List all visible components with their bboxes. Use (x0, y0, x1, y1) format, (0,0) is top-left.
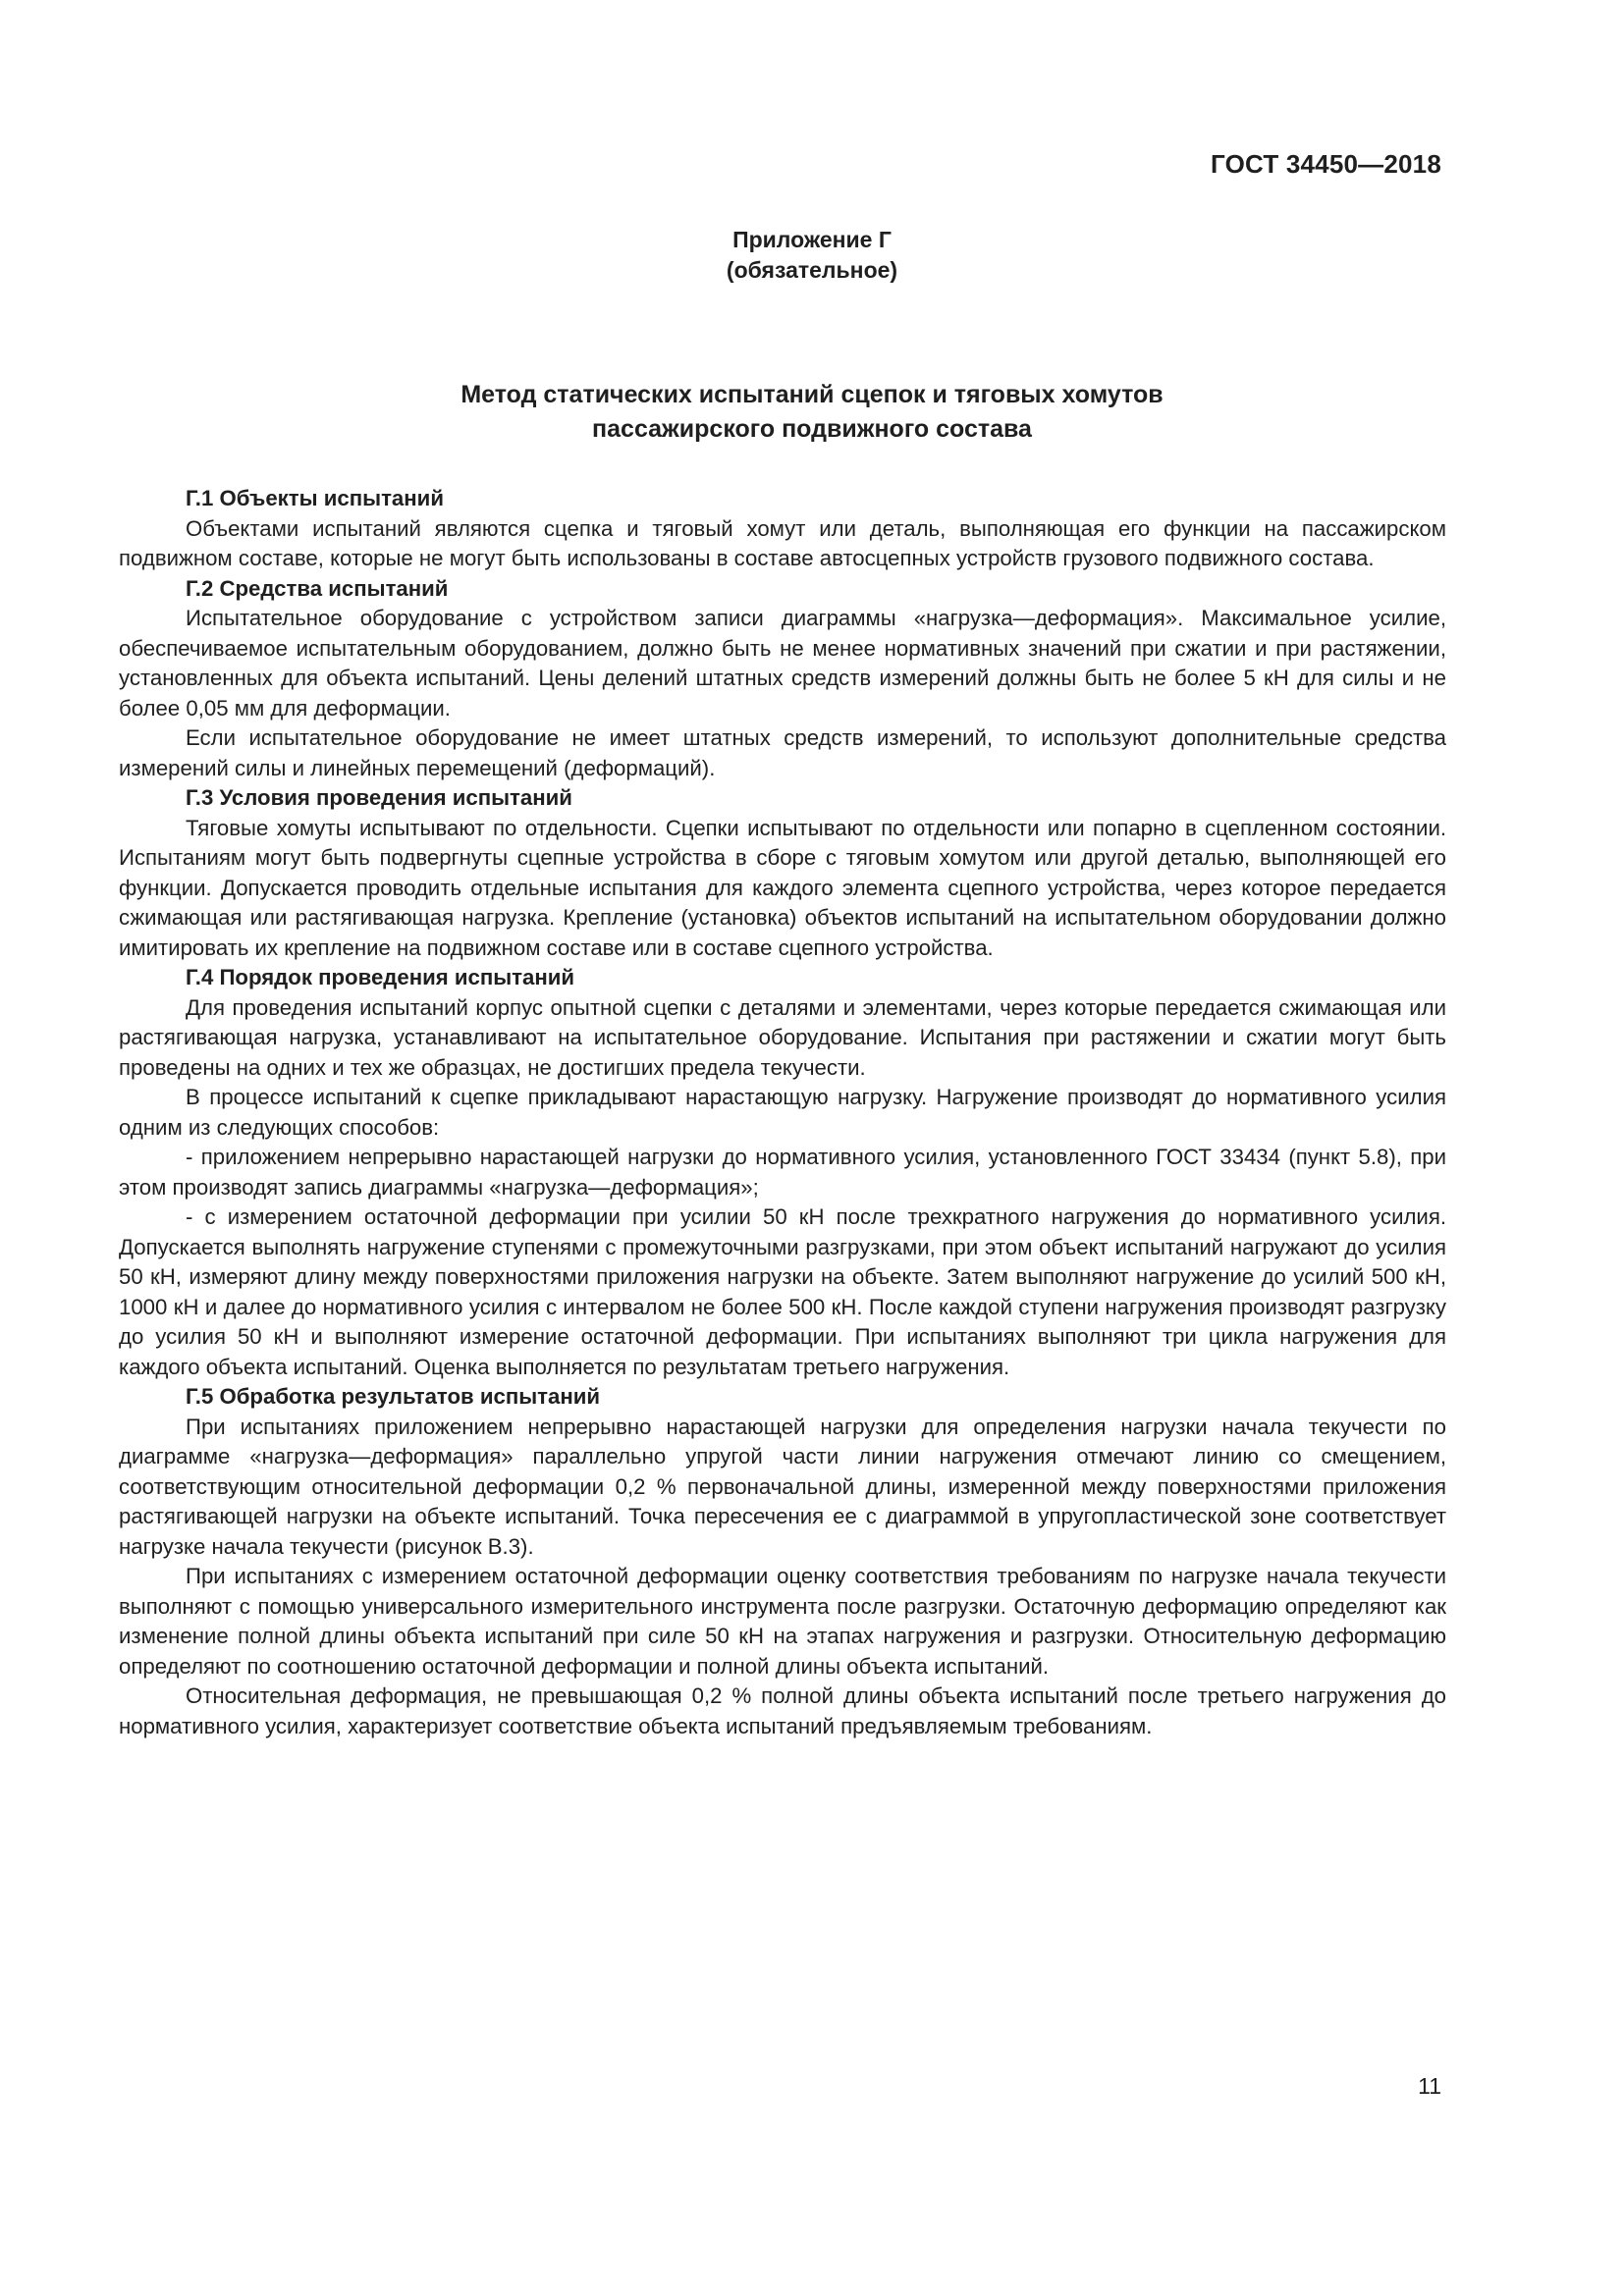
appendix-label: Приложение Г (732, 227, 892, 252)
section-g3 (119, 783, 1446, 963)
paragraph: При испытаниях приложением непрерывно нарастающей нагрузки для определения нагрузки начала текучести по диаграмме «нагрузка—деформация» параллельно упругой части линии нагружения отмечают линию со смещением, соответствующим относительной деформации 0,2 % первоначальной длины, измеренной между поверхностями приложения растягивающей нагрузки на объекте испытаний. Точка пересечения ее с диаграммой в упругопластической зоне соответствует нагрузке начала текучести (рисунок В.3). (119, 1414, 1446, 1559)
appendix-heading (0, 225, 1624, 286)
paragraph: Тяговые хомуты испытывают по отдельности. Сцепки испытывают по отдельности или попарно в сцепленном состоянии. Испытаниям могут быть подвергнуты сцепные устройства в сборе с тяговым хомутом или другой деталью, выполняющей его функции. Допускается проводить отдельные испытания для каждого элемента сцепного устройства, через которое передается сжимающая или растягивающая нагрузка. Крепление (установка) объектов испытаний на испытательном оборудовании должно имитировать их крепление на подвижном составе или в составе сцепного устройства. (119, 815, 1446, 960)
section-g5 (119, 1382, 1446, 1741)
paragraph: Относительная деформация, не превышающая 0,2 % полной длины объекта испытаний после третьего нагружения до нормативного усилия, характеризует соответствие объекта испытаний предъявляемым требованиям. (119, 1683, 1446, 1738)
appendix-status: (обязательное) (726, 257, 898, 283)
paragraph: Если испытательное оборудование не имеет штатных средств измерений, то используют дополнительные средства измерений силы и линейных перемещений (деформаций). (119, 725, 1446, 780)
section-title: Г.3 Условия проведения испытаний (186, 785, 572, 810)
section-g1 (119, 484, 1446, 574)
section-g4 (119, 963, 1446, 1382)
section-g2 (119, 574, 1446, 784)
section-title: Г.5 Обработка результатов испытаний (186, 1384, 601, 1409)
page-number: 11 (1418, 2073, 1441, 2099)
paragraph: Объектами испытаний являются сцепка и тяговый хомут или деталь, выполняющая его функции на пассажирском подвижном составе, которые не могут быть использованы в составе автосцепных устройств грузового подвижного состава. (119, 515, 1446, 570)
document-body (119, 484, 1446, 1741)
section-title: Г.4 Порядок проведения испытаний (186, 965, 575, 989)
paragraph: При испытаниях с измерением остаточной деформации оценку соответствия требованиям по нагрузке начала текучести выполняют с помощью универсального измерительного инструмента после разгрузки. Остаточную деформацию определяют как изменение полной длины объекта испытаний при силе 50 кН на этапах нагружения и разгрузки. Относительную деформацию определяют по соотношению остаточной деформации и полной длины объекта испытаний. (119, 1564, 1446, 1679)
document-code: ГОСТ 34450—2018 (1211, 149, 1441, 179)
list-item: - приложением непрерывно нарастающей нагрузки до нормативного усилия, установленного ГОСТ 33434 (пункт 5.8), при этом производят запись диаграммы «нагрузка—деформация»; (119, 1145, 1446, 1200)
paragraph: В процессе испытаний к сцепке прикладывают нарастающую нагрузку. Нагружение производят до нормативного усилия одним из следующих способов: (119, 1085, 1446, 1140)
document-title (0, 378, 1624, 447)
section-title: Г.2 Средства испытаний (186, 575, 449, 601)
paragraph: Для проведения испытаний корпус опытной сцепки с деталями и элементами, через которые передается сжимающая или растягивающая нагрузка, устанавливают на испытательное оборудование. Испытания при растяжении и сжатии могут быть проведены на одних и тех же образцах, не достигших предела текучести. (119, 994, 1446, 1080)
title-line-1: Метод статических испытаний сцепок и тяговых хомутов (460, 381, 1164, 408)
list-item: - с измерением остаточной деформации при усилии 50 кН после трехкратного нагружения до нормативного усилия. Допускается выполнять нагружение ступенями с промежуточными разгрузками, при этом объект испытаний нагружают до усилия 50 кН, измеряют длину между поверхностями приложения нагрузки на объекте. Затем выполняют нагружение до усилий 500 кН, 1000 кН и далее до нормативного усилия с интервалом не более 500 кН. После каждой ступени нагружения производят разгрузку до усилия 50 кН и выполняют измерение остаточной деформации. При испытаниях выполняют три цикла нагружения для каждого объекта испытаний. Оценка выполняется по результатам третьего нагружения. (119, 1204, 1446, 1379)
paragraph: Испытательное оборудование с устройством записи диаграммы «нагрузка—деформация». Максимальное усилие, обеспечиваемое испытательным оборудованием, должно быть не менее нормативных значений при сжатии и при растяжении, установленных для объекта испытаний. Цены делений штатных средств измерений должны быть не более 5 кН для силы и не более 0,05 мм для деформации. (119, 606, 1446, 721)
section-title: Г.1 Объекты испытаний (186, 486, 444, 510)
title-line-2: пассажирского подвижного состава (592, 415, 1032, 443)
